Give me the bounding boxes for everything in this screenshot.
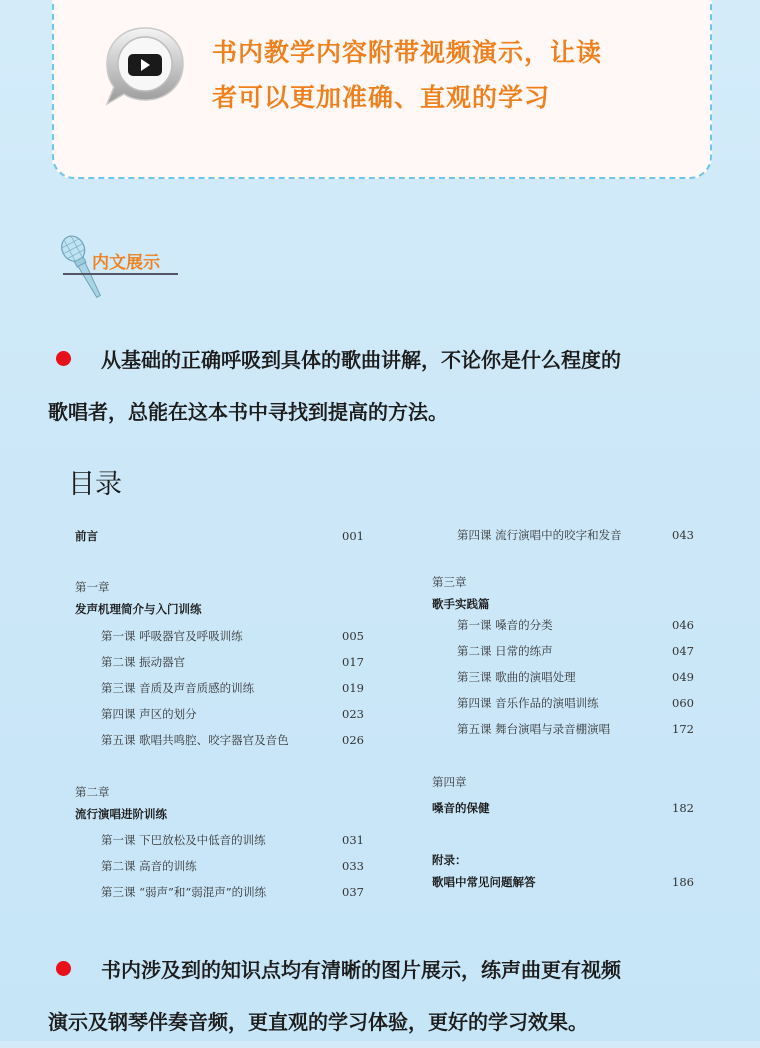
toc-preface-label: 前言 bbox=[75, 529, 98, 543]
toc-ch2-lesson-page: 031 bbox=[342, 833, 364, 847]
video-play-icon bbox=[103, 24, 187, 108]
toc-ch3-lesson-label: 第五课 舞台演唱与录音棚演唱 bbox=[457, 722, 611, 736]
toc-appendix-item-label: 歌唱中常见问题解答 bbox=[432, 875, 536, 889]
toc-appendix-item-page: 186 bbox=[672, 875, 694, 889]
toc-ch1-lesson-label: 第三课 音质及声音质感的训练 bbox=[101, 681, 255, 695]
toc-title: 目录 bbox=[68, 469, 122, 500]
closing-line-1: 书内涉及到的知识点均有清晰的图片展示，练声曲更有视频 bbox=[101, 958, 621, 982]
toc-ch3-lesson-page: 060 bbox=[672, 696, 694, 710]
intro-line-2: 歌唱者，总能在这本书中寻找到提高的方法。 bbox=[48, 400, 448, 424]
toc-ch3-lesson-label: 第三课 歌曲的演唱处理 bbox=[457, 670, 576, 684]
closing-paragraph bbox=[48, 944, 728, 1048]
toc-preface-page: 001 bbox=[342, 529, 364, 543]
toc-ch1-heading: 第一章 bbox=[75, 580, 110, 594]
toc-ch1-subtitle: 发声机理简介与入门训练 bbox=[75, 602, 202, 616]
toc-ch3-lesson-label: 第二课 日常的练声 bbox=[457, 644, 553, 658]
intro-paragraph bbox=[48, 334, 728, 438]
toc-ch4-heading: 第四章 bbox=[432, 775, 467, 789]
bullet-dot bbox=[56, 961, 71, 976]
toc-ch2-lesson-label: 第三课 “弱声”和“弱混声”的训练 bbox=[101, 885, 267, 899]
toc-ch4-item-label: 嗓音的保健 bbox=[432, 801, 490, 815]
toc-ch3-lesson-label: 第一课 嗓音的分类 bbox=[457, 618, 553, 632]
bullet-dot bbox=[56, 351, 71, 366]
toc-ch2-lesson-page: 037 bbox=[342, 885, 364, 899]
toc-ch2-lesson-label: 第一课 下巴放松及中低音的训练 bbox=[101, 833, 266, 847]
section-underline bbox=[63, 273, 178, 275]
toc-ch2-cont-label: 第四课 流行演唱中的咬字和发音 bbox=[457, 528, 622, 542]
closing-line-2: 演示及钢琴伴奏音频，更直观的学习体验，更好的学习效果。 bbox=[48, 1010, 588, 1034]
feature-line-1: 书内教学内容附带视频演示，让读 bbox=[212, 38, 603, 67]
toc-ch2-subtitle: 流行演唱进阶训练 bbox=[75, 807, 167, 821]
toc-ch1-lesson-page: 019 bbox=[342, 681, 364, 695]
toc-ch1-lesson-label: 第四课 声区的划分 bbox=[101, 707, 197, 721]
toc-ch3-lesson-page: 047 bbox=[672, 644, 694, 658]
toc-ch3-heading: 第三章 bbox=[432, 575, 467, 589]
toc-ch2-heading: 第二章 bbox=[75, 785, 110, 799]
toc-ch3-lesson-page: 172 bbox=[672, 722, 694, 736]
toc-ch1-lesson-page: 026 bbox=[342, 733, 364, 747]
feature-line-2: 者可以更加准确、直观的学习 bbox=[212, 83, 551, 112]
toc-ch3-subtitle: 歌手实践篇 bbox=[432, 597, 490, 611]
toc-ch2-cont-page: 043 bbox=[672, 528, 694, 542]
toc-ch1-lesson-label: 第五课 歌唱共鸣腔、咬字器官及音色 bbox=[101, 733, 289, 747]
section-title: 内文展示 bbox=[92, 253, 160, 273]
toc-ch1-lesson-label: 第二课 振动器官 bbox=[101, 655, 186, 669]
feature-text bbox=[212, 30, 692, 120]
toc-ch1-lesson-label: 第一课 呼吸器官及呼吸训练 bbox=[101, 629, 243, 643]
toc-ch3-lesson-page: 049 bbox=[672, 670, 694, 684]
toc-ch1-lesson-page: 005 bbox=[342, 629, 364, 643]
toc-ch2-lesson-label: 第二课 高音的训练 bbox=[101, 859, 197, 873]
toc-ch2-lesson-page: 033 bbox=[342, 859, 364, 873]
toc-ch1-lesson-page: 023 bbox=[342, 707, 364, 721]
toc-ch1-lesson-page: 017 bbox=[342, 655, 364, 669]
toc-ch3-lesson-label: 第四课 音乐作品的演唱训练 bbox=[457, 696, 599, 710]
toc-ch4-item-page: 182 bbox=[672, 801, 694, 815]
toc-appendix-heading: 附录： bbox=[432, 853, 467, 867]
toc-ch3-lesson-page: 046 bbox=[672, 618, 694, 632]
intro-line-1: 从基础的正确呼吸到具体的歌曲讲解，不论你是什么程度的 bbox=[101, 348, 621, 372]
